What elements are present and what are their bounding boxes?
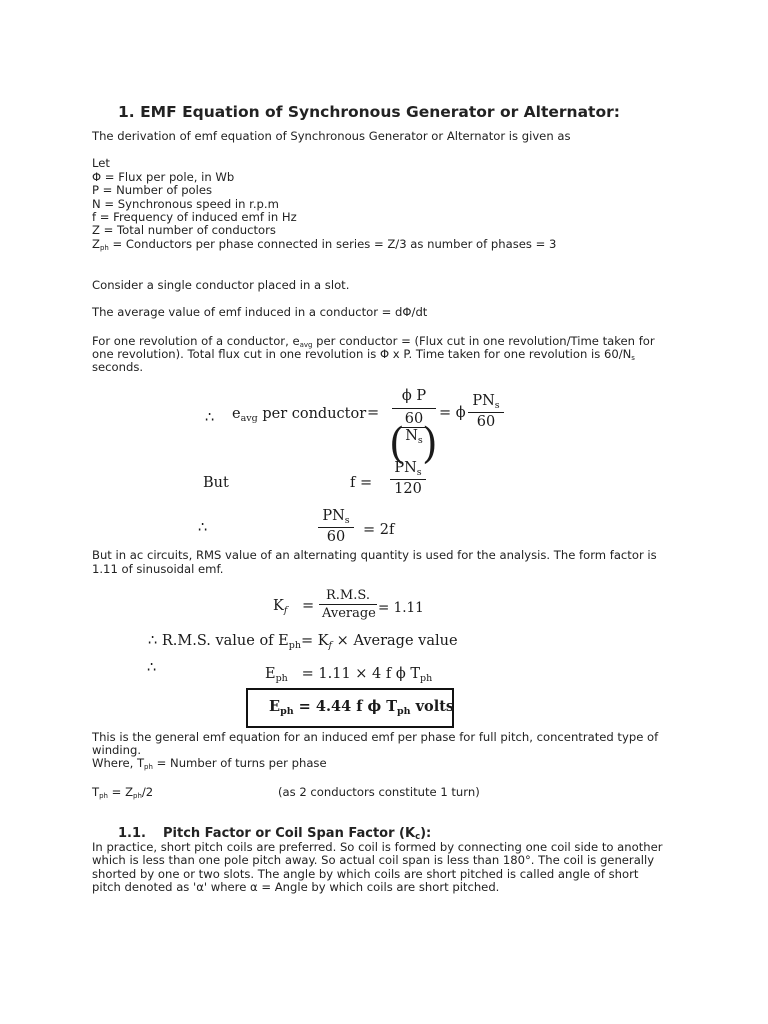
- phi-p-fraction: [392, 388, 436, 446]
- f-equals: f =: [350, 475, 373, 491]
- per-conductor-text: per conductor: [262, 406, 367, 422]
- definition-zph: [92, 238, 556, 255]
- eavg-label: [232, 406, 366, 424]
- but-label: But: [203, 475, 229, 491]
- eavg-e: e: [232, 406, 241, 422]
- kf-sub-2: f: [328, 640, 333, 651]
- phi-p-numerator: ϕ P: [401, 388, 427, 404]
- subsection-title: Pitch Factor or Coil Span Factor (K: [163, 826, 416, 841]
- revolution-text-b: per conductor = (Flux cut in one revolution/Time taken for: [312, 334, 655, 348]
- eph-symbol-final: E: [269, 698, 281, 715]
- ns-sub: s: [417, 435, 423, 446]
- pns-numerator: [468, 393, 504, 412]
- tph-sub-final: ph: [397, 706, 411, 717]
- intro-text: The derivation of emf equation of Synchronous Generator or Alternator is given as: [92, 129, 571, 143]
- tph-note: (as 2 conductors constitute 1 turn): [278, 785, 480, 799]
- pn-text-2: PN: [394, 460, 417, 476]
- rms-value-text: ∴ R.M.S. value of E: [148, 633, 289, 649]
- zph-text: = Conductors per phase connected in series = Z/3 as number of phases = 3: [108, 237, 557, 251]
- average-value-text: × Average value: [332, 633, 458, 649]
- kf-sub: f: [283, 605, 288, 616]
- subsection-title-end: ):: [420, 826, 432, 841]
- equals-2f: = 2f: [363, 522, 395, 538]
- eph-sub-final: ph: [280, 706, 294, 717]
- final-emf-equation: [269, 698, 454, 717]
- pn-text-3: PN: [322, 508, 345, 524]
- pns-60-fraction: [468, 393, 504, 430]
- subsection-number: 1.1.: [118, 826, 146, 841]
- left-paren: (: [389, 419, 405, 469]
- pitch-paragraph-line-3: shorted by one or two slots. The angle by which coils are short pitched is called angle of short: [92, 867, 639, 881]
- average-value-text: The average value of emf induced in a conductor = dΦ/dt: [92, 305, 428, 319]
- eph-symbol: E: [265, 666, 276, 682]
- rms-average-fraction: [319, 588, 377, 621]
- tph-symbol: T: [92, 785, 100, 799]
- right-paren: ): [422, 419, 438, 469]
- pns-60-fraction-2: [318, 508, 354, 545]
- pitch-paragraph-line-2: which is less than one pole pitch away. So actual coil span is less than 180°. The coil is generally: [92, 853, 655, 867]
- definition-frequency: f = Frequency of induced emf in Hz: [92, 210, 297, 224]
- let-label: Let: [92, 156, 110, 170]
- single-conductor-text: Consider a single conductor placed in a slot.: [92, 278, 350, 292]
- tph-equals-z: = Z: [107, 785, 134, 799]
- zph-subscript: ph: [99, 244, 109, 252]
- pns-sub-2: s: [416, 467, 422, 478]
- tph-formula: [92, 786, 153, 803]
- rms-numerator: R.M.S.: [326, 588, 370, 603]
- rms-text-line-1: But in ac circuits, RMS value of an alternating quantity is used for the analysis. The form factor is: [92, 548, 657, 562]
- pns-60-numerator: [318, 508, 354, 527]
- where-text-b: = Number of turns per phase: [152, 756, 327, 770]
- revolution-line-3: seconds.: [92, 360, 144, 374]
- kf-equals: =: [302, 598, 315, 614]
- pns-sub: s: [494, 400, 500, 411]
- eavg-subscript: avg: [299, 341, 313, 349]
- eph-equation: [265, 666, 432, 684]
- definition-conductors: Z = Total number of conductors: [92, 223, 276, 237]
- where-text-a: Where, T: [92, 756, 145, 770]
- therefore-symbol-2: ∴: [198, 520, 208, 536]
- definition-poles: P = Number of poles: [92, 183, 213, 197]
- general-equation-line-2: winding.: [92, 743, 142, 757]
- revolution-line-2: [92, 348, 635, 365]
- therefore-symbol-3: ∴: [147, 660, 157, 676]
- pn-text: PN: [472, 393, 495, 409]
- pitch-paragraph-line-1: In practice, short pitch coils are preferred. So coil is formed by connecting one coil side to another: [92, 840, 663, 854]
- definition-flux: Φ = Flux per pole, in Wb: [92, 170, 235, 184]
- final-rhs: = 4.44 f ϕ T: [293, 698, 398, 715]
- tph-formula-sub2: ph: [133, 792, 142, 800]
- revolution-text-a: For one revolution of a conductor, e: [92, 334, 300, 348]
- zph-symbol: Z: [92, 237, 100, 251]
- pitch-paragraph-line-4: pitch denoted as 'α' where α = Angle by which coils are short pitched.: [92, 880, 500, 894]
- kf-label: [273, 598, 287, 616]
- sixty-denominator: 60: [468, 412, 504, 430]
- pns-120-fraction: [390, 460, 426, 497]
- pns-120-numerator: [390, 460, 426, 479]
- eph-rhs: = 1.11 × 4 f ϕ T: [301, 666, 421, 682]
- tph-sub: ph: [420, 673, 433, 684]
- equals-sign: =: [367, 405, 380, 421]
- form-factor-value: = 1.11: [378, 600, 424, 616]
- section-heading: 1. EMF Equation of Synchronous Generator or Alternator:: [118, 103, 620, 121]
- k-symbol: K: [273, 598, 284, 614]
- therefore-symbol: ∴: [205, 410, 215, 426]
- denominator-120: 120: [390, 479, 426, 497]
- denominator-60: 60: [318, 527, 354, 545]
- kc-subscript: c: [415, 832, 421, 842]
- ns-subscript: s: [631, 354, 635, 362]
- ns-symbol: N: [405, 428, 418, 444]
- sixty-numerator: 60: [401, 411, 427, 428]
- volts-unit: volts: [410, 698, 455, 715]
- tph-formula-sub1: ph: [99, 792, 108, 800]
- rms-text-line-2: 1.11 of sinusoidal emf.: [92, 562, 224, 576]
- definition-speed: N = Synchronous speed in r.p.m: [92, 197, 279, 211]
- kf-text: = K: [300, 633, 329, 649]
- phi-p-denominator: [392, 408, 436, 446]
- eph-sub-2: ph: [275, 673, 288, 684]
- revolution-text-c: one revolution). Total flux cut in one revolution is Φ x P. Time taken for one revolution is 60/N: [92, 347, 632, 361]
- general-equation-line-1: This is the general emf equation for an induced emf per phase for full pitch, concentrated type of: [92, 730, 659, 744]
- where-tph-line: [92, 757, 327, 774]
- where-tph-sub: ph: [144, 763, 153, 771]
- equals-phi: = ϕ: [439, 405, 466, 421]
- rms-value-equation: [148, 633, 458, 651]
- tph-divide: /2: [141, 785, 154, 799]
- pns-sub-3: s: [344, 515, 350, 526]
- eph-sub: ph: [288, 640, 301, 651]
- eavg-sub: avg: [240, 413, 258, 424]
- average-denominator: Average: [319, 604, 377, 621]
